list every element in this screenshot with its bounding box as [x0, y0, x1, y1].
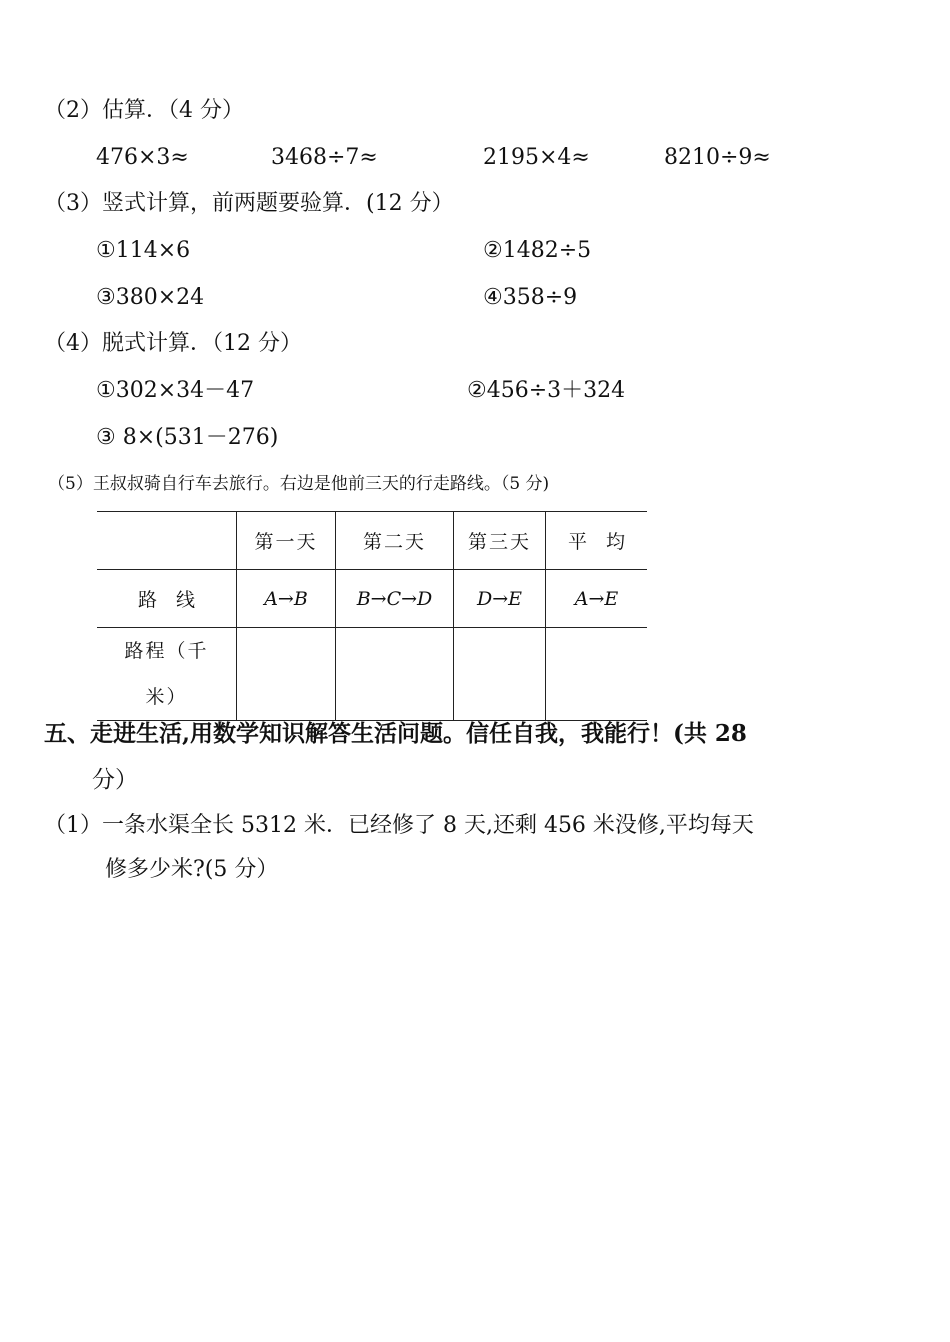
route-average: A→E [546, 570, 648, 628]
distance-day1-cell[interactable] [237, 628, 336, 721]
q4-item-2: ②456÷3＋324 [467, 378, 626, 403]
distance-label: 路程（千米） [124, 640, 209, 708]
q2-title: （2）估算．（4 分） [44, 98, 244, 123]
table-header-day1: 第一天 [237, 512, 336, 570]
q3-item-2: ②1482÷5 [483, 238, 592, 263]
q4-title: （4）脱式计算．（12 分） [44, 331, 302, 356]
table-row [97, 512, 647, 570]
distance-average-cell[interactable] [546, 628, 648, 721]
q2-item-2: 3468÷7≈ [271, 145, 378, 170]
route-day2: B→C→D [336, 570, 454, 628]
table-header-average: 平 均 [546, 512, 648, 570]
q5-title: （5）王叔叔骑自行车去旅行。右边是他前三天的行走路线。（5 分) [48, 474, 550, 494]
q2-item-1: 476×3≈ [96, 145, 189, 170]
table-row [97, 628, 647, 721]
section5-title-cont: 分） [92, 767, 138, 793]
q2-item-4: 8210÷9≈ [664, 145, 771, 170]
distance-day2-cell[interactable] [336, 628, 454, 721]
q4-item-3: ③ 8×(531－276) [96, 425, 279, 450]
section5-problem1: （1）一条水渠全长 5312 米．已经修了 8 天,还剩 456 米没修,平均每天 [44, 813, 754, 838]
section5-problem1-cont: 修多少米?(5 分） [105, 857, 279, 882]
distance-label-cell [97, 628, 237, 721]
section5-title: 五、走进生活,用数学知识解答生活问题。信任自我，我能行！(共 28 [44, 720, 747, 747]
q3-item-3: ③380×24 [96, 285, 205, 310]
table-header-day3: 第三天 [454, 512, 546, 570]
route-label: 路 线 [97, 570, 237, 628]
route-table [97, 511, 647, 721]
distance-day3-cell[interactable] [454, 628, 546, 721]
q3-item-4: ④358÷9 [483, 285, 578, 310]
q3-title: （3）竖式计算，前两题要验算．(12 分） [44, 191, 454, 216]
table-row [97, 570, 647, 628]
table-header-day2: 第二天 [336, 512, 454, 570]
q2-item-3: 2195×4≈ [483, 145, 590, 170]
route-day3: D→E [454, 570, 546, 628]
q3-item-1: ①114×6 [96, 238, 191, 263]
route-day1: A→B [237, 570, 336, 628]
q4-item-1: ①302×34－47 [96, 378, 255, 403]
table-header-empty [97, 512, 237, 570]
